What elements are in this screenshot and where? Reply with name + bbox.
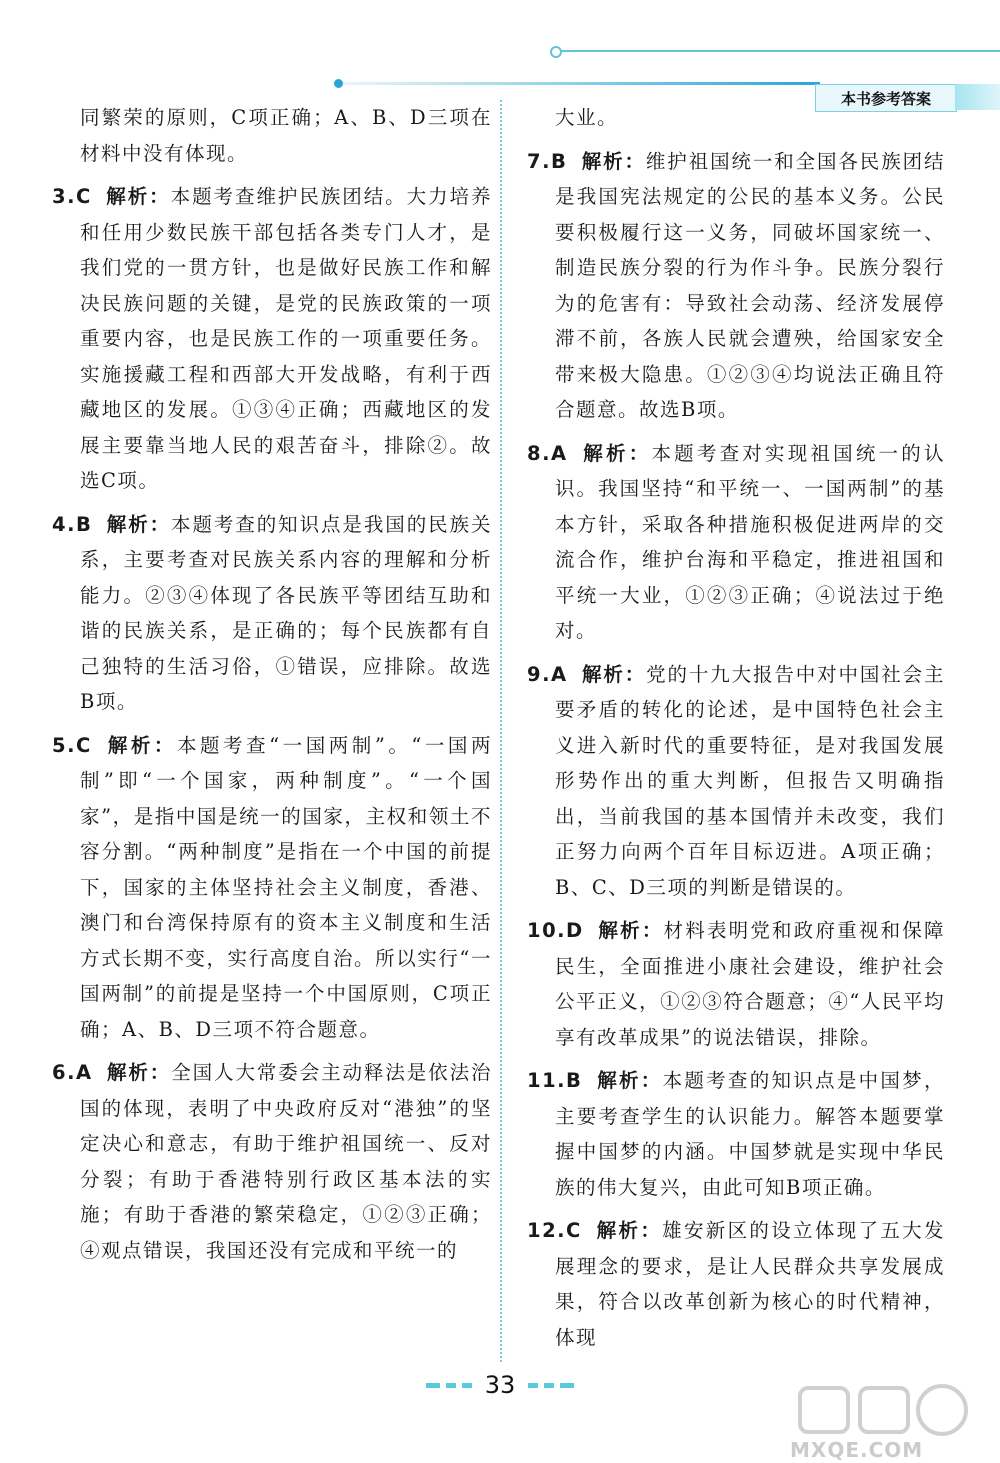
analysis-text: 全国人大常委会主动释法是依法治国的体现，表明了中央政府反对“港独”的坚定决心和意志，有助于维护祖国统一、反对分裂；有助于香港特别行政区基本法的实施；有助于香港的繁荣稳定，①②③正确；④观点错误，我国还没有完成和平统一的 (80, 1061, 492, 1262)
answer-item-5 (52, 728, 492, 1048)
footer-dash-ornament (528, 1383, 538, 1388)
answer-item-8 (527, 436, 945, 649)
answer-number: 4.B (52, 512, 93, 536)
footer-dash-ornament (544, 1383, 554, 1388)
analysis-text: 材料表明党和政府重视和保障民生，全面推进小康社会建设，维护社会公平正义，①②③符合题意；④“人民平均享有改革成果”的说法错误，排除。 (555, 919, 945, 1049)
analysis-label: 解析： (597, 919, 664, 942)
header-circle-ornament (550, 46, 562, 58)
left-column (52, 100, 492, 1276)
analysis-text: 本题考查对实现祖国统一的认识。我国坚持“和平统一、一国两制”的基本方针，采取各种措施积极促进两岸的交流合作，维护台海和平稳定，推进祖国和平统一大业，①②③正确；④说法过于绝对。 (555, 441, 945, 642)
footer-dash-ornament (426, 1383, 440, 1388)
analysis-label: 解析： (106, 1061, 172, 1084)
answer-number: 11.B (527, 1069, 583, 1092)
continued-text: 大业。 (555, 106, 619, 129)
continued-text: 同繁荣的原则，C项正确；A、B、D三项在材料中没有体现。 (80, 106, 492, 165)
analysis-label: 解析： (581, 149, 646, 173)
analysis-text: 本题考查的知识点是我国的民族关系，主要考查对民族关系内容的理解和分析能力。②③④体现了各民族平等团结互助和谐的民族关系，是正确的；每个民族都有自己独特的生活习俗，①错误，应排除。故选B项。 (80, 512, 492, 713)
answer-item-4 (52, 507, 492, 720)
analysis-text: 党的十九大报告中对中国社会主要矛盾的转化的论述，是中国特色社会主义进入新时代的重要特征，是对我国发展形势作出的重大判断，但报告又明确指出，当前我国的基本国情并未改变，我们正努力向两个百年目标迈进。A项正确；B、C、D三项的判断是错误的。 (555, 662, 945, 899)
answer-item-6 (52, 1055, 492, 1268)
analysis-label: 解析： (581, 662, 647, 686)
analysis-text: 本题考查维护民族团结。大力培养和任用少数民族干部包括各类专门人才，是我们党的一贯方针，也是做好民族工作和解决民族问题的关键，是党的民族政策的一项重要内容，也是民族工作的一项重要任务。实施援藏工程和西部大开发战略，有利于西藏地区的发展。①③④正确；西藏地区的发展主要靠当地人民的艰苦奋斗，排除②。故选C项。 (80, 185, 492, 492)
analysis-label: 解析： (105, 733, 177, 757)
header-tab-tail (955, 84, 1000, 110)
analysis-text: 本题考查“一国两制”。“一国两制”即“一个国家，两种制度”。“一个国家”，是指中国是统一的国家，主权和领土不容分割。“两种制度”是指在一个中国的前提下，国家的主体坚持社会主义制度，香港、澳门和台湾保持原有的资本主义制度和生活方式长期不变，实行高度自治。所以实行“一国两制”的前提是坚持一个中国原则，C项正确；A、B、D三项不符合题意。 (80, 733, 492, 1041)
answer-number: 10.D (527, 919, 584, 942)
right-column (527, 100, 945, 1363)
analysis-label: 解析： (105, 185, 171, 208)
analysis-label: 解析： (106, 512, 172, 536)
answer-item-12 (527, 1213, 945, 1355)
answer-number: 5.C (52, 733, 92, 757)
analysis-label: 解析： (596, 1069, 663, 1092)
answer-item-10 (527, 913, 945, 1055)
page-header (0, 0, 1000, 110)
answer-item-7 (527, 144, 945, 428)
header-rule-bottom (340, 82, 820, 85)
column-divider (500, 100, 502, 1362)
answer-number: 9.A (527, 662, 568, 686)
answer-number: 8.A (527, 441, 568, 465)
footer-dash-ornament (560, 1383, 574, 1388)
answer-number: 3.C (52, 185, 92, 208)
answer-number: 6.A (52, 1061, 93, 1084)
answer-item-11 (527, 1063, 945, 1205)
analysis-text: 维护祖国统一和全国各民族团结是我国宪法规定的公民的基本义务。公民要积极履行这一义务，同破坏国家统一、制造民族分裂的行为作斗争。民族分裂行为的危害有：导致社会动荡、经济发展停滞不前，各族人民就会遭殃，给国家安全带来极大隐患。①②③④均说法正确且符合题意。故选B项。 (555, 149, 945, 421)
footer-dash-ornament (462, 1383, 472, 1388)
analysis-label: 解析： (595, 1219, 663, 1242)
analysis-text: 雄安新区的设立体现了五大发展理念的要求，是让人民群众共享发展成果，符合以改革创新为核心的时代精神，体现 (555, 1219, 945, 1349)
analysis-text: 本题考查的知识点是中国梦，主要考查学生的认识能力。解答本题要掌握中国梦的内涵。中国梦就是实现中华民族的伟大复兴，由此可知B项正确。 (555, 1069, 945, 1199)
answer-number: 12.C (527, 1219, 582, 1242)
answer-number: 7.B (527, 149, 568, 173)
answer-item-3 (52, 179, 492, 499)
watermark-text: MXQE.COM (790, 1438, 924, 1462)
header-dot-ornament (334, 79, 343, 88)
header-title: 本书参考答案 (815, 84, 957, 112)
answer-item-9 (527, 657, 945, 906)
footer-dash-ornament (446, 1383, 456, 1388)
header-rule-top (555, 50, 1000, 52)
analysis-label: 解析： (581, 441, 652, 465)
page-number: 33 (484, 1371, 516, 1399)
